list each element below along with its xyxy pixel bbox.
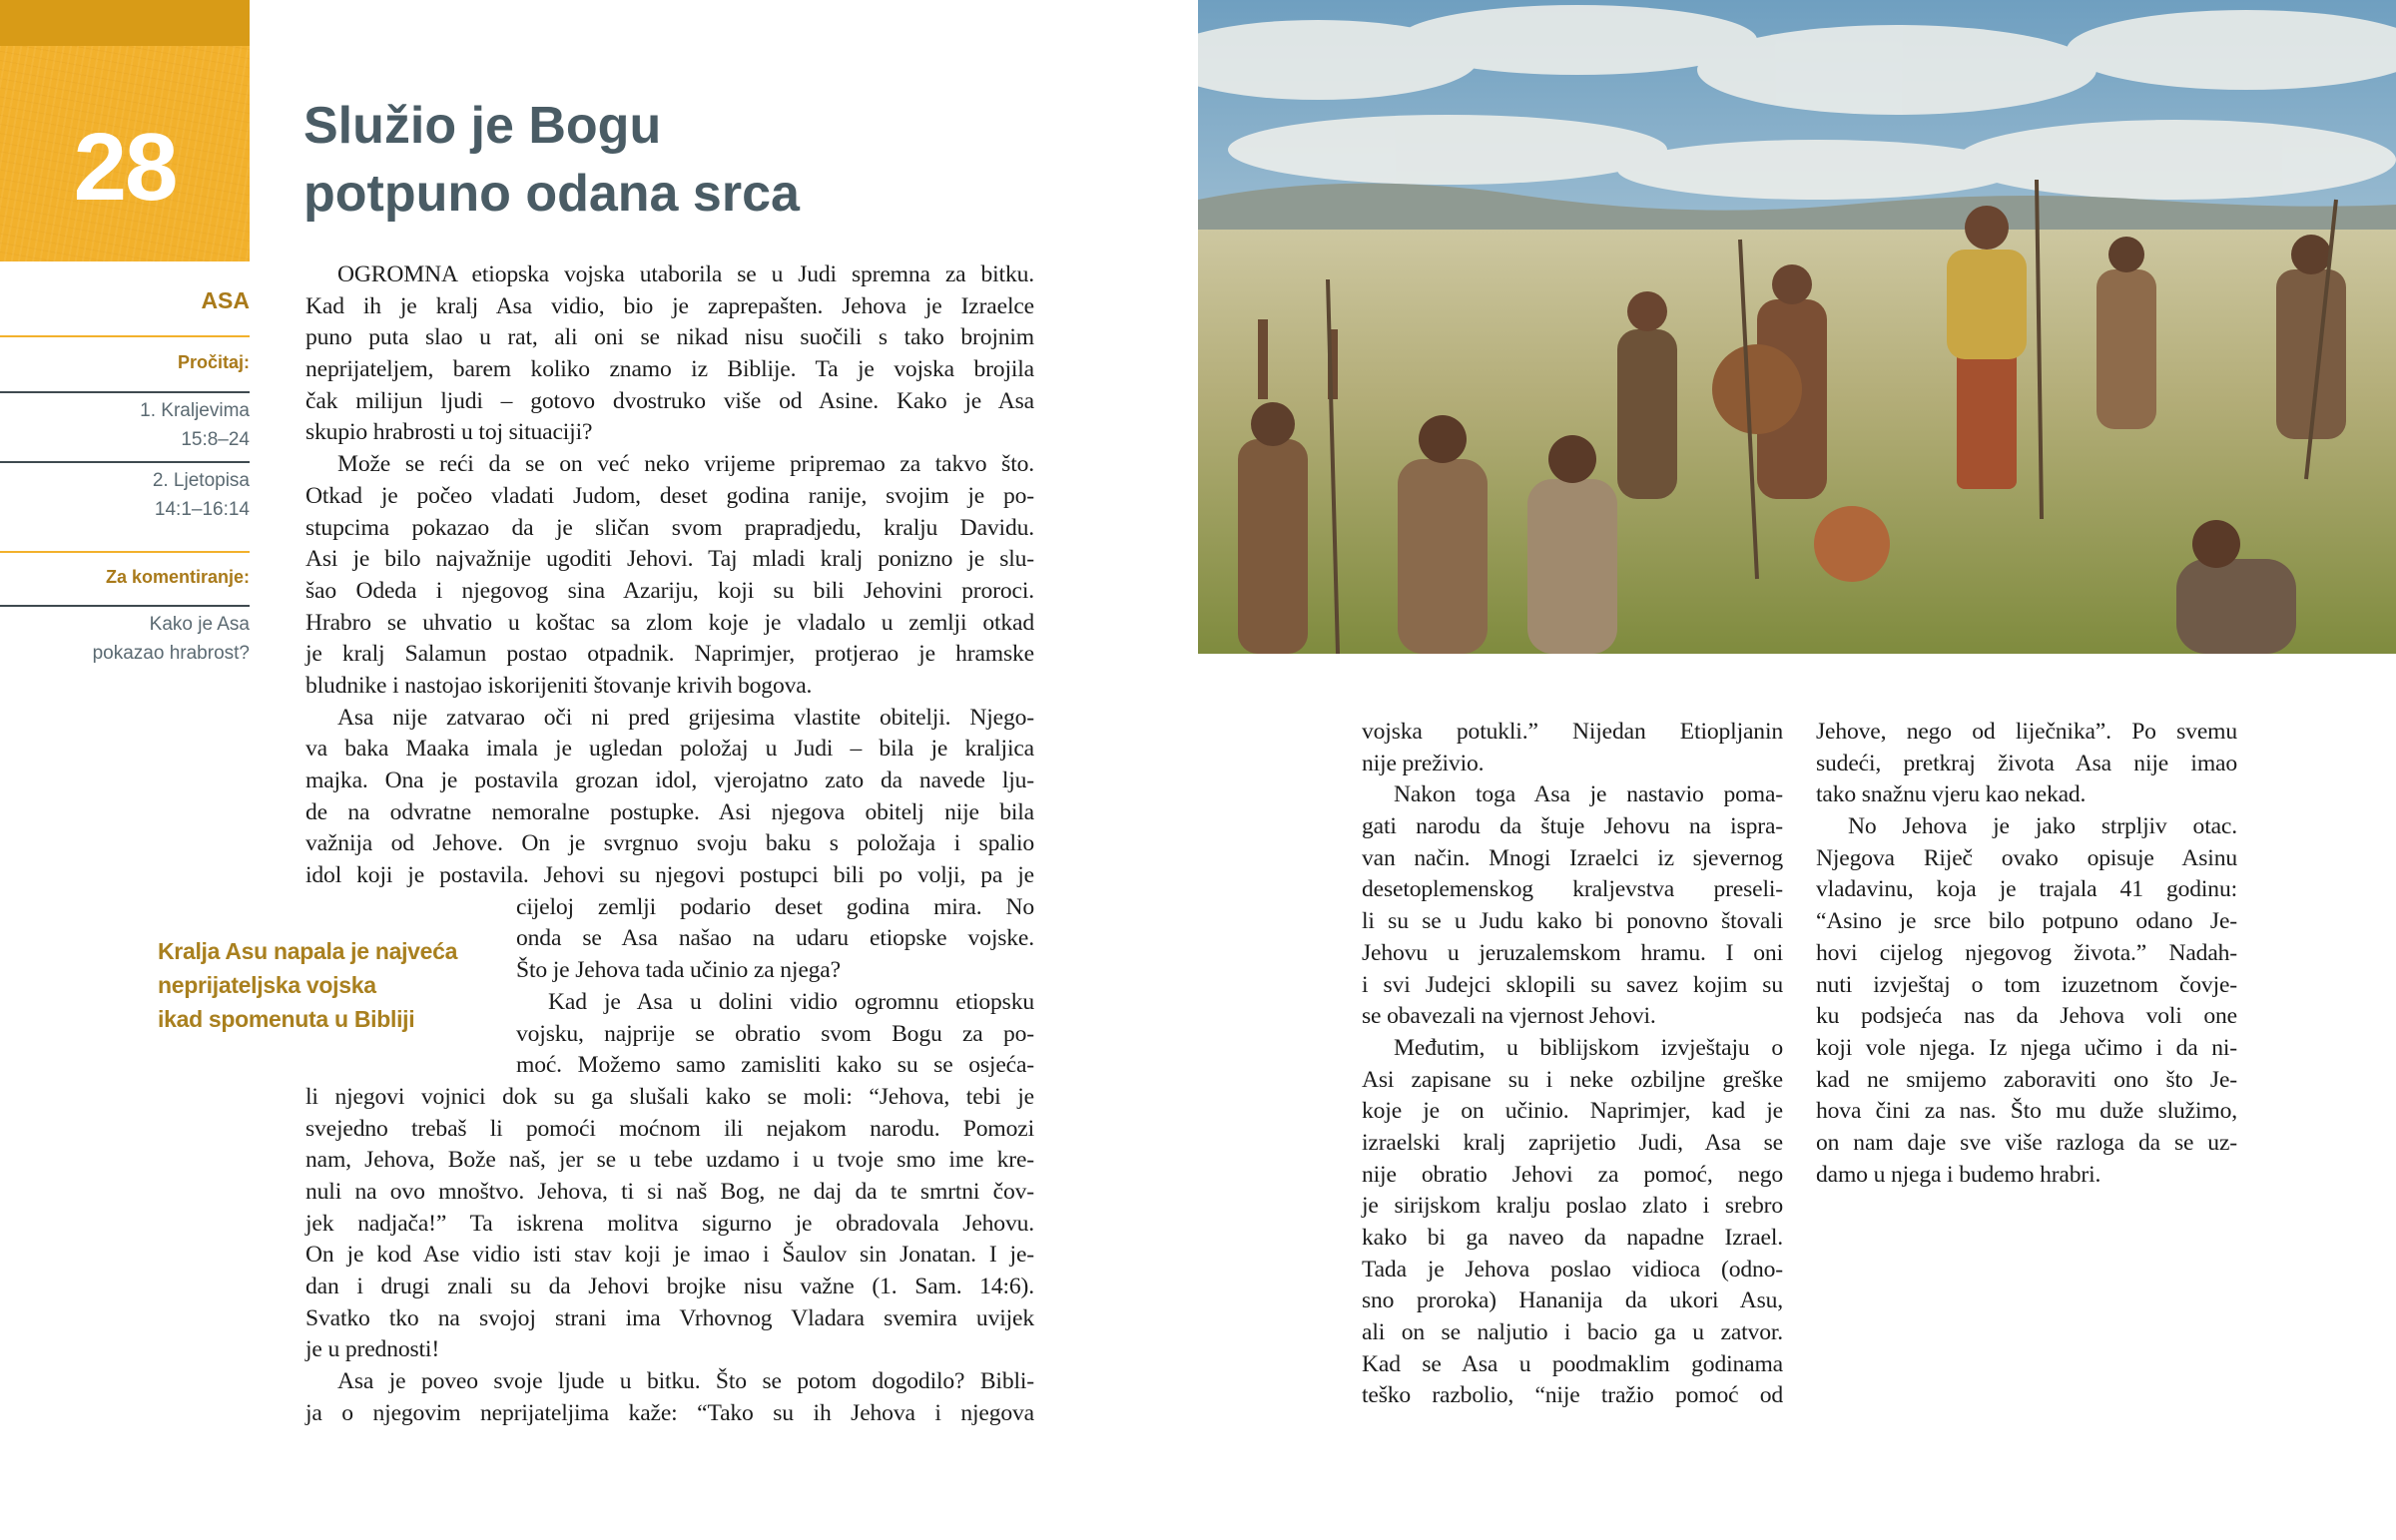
text-line: nuli na ovo mnoštvo. Jehova, ti si naš Bog, ne daj da te smrtni čov- [305, 1178, 1034, 1205]
text-line: Kad ih je kralj Asa vidio, bio je zaprepašten. Jehova je Izraelce [305, 292, 1034, 319]
text-line: ku podsjeća nas da Jehova voli one [1816, 1003, 2237, 1030]
text-line: Otkad je počeo vladati Judom, deset godina ranije, svojim je po- [305, 482, 1034, 509]
text-line: Asa je poveo svoje ljude u bitku. Što se potom dogodilo? Bibli- [337, 1368, 1034, 1395]
text-line: nam, Jehova, Bože naš, jer se u tebe uzdamo i u tvoje smo ime kre- [305, 1147, 1034, 1174]
text-line: stupcima pokazao da je sličan svom prapradjedu, kralju Davidu. [305, 514, 1034, 541]
text-line: nije preživio. [1362, 750, 1485, 776]
chapter-number-box [0, 0, 250, 261]
title-line: potpuno odana srca [303, 165, 800, 223]
sidebar-divider [0, 461, 250, 463]
text-line: puno puta slao u rat, ali oni se nikad nisu suočili s tako brojnim [305, 324, 1034, 351]
text-line: majka. Ona je postavila grozan idol, vjerojatno zato da navede lju- [305, 768, 1034, 793]
text-line: izraelski kralj zaprijetio Judi, Asa se [1362, 1129, 1783, 1156]
text-line: tako snažnu vjeru kao nekad. [1816, 781, 2087, 808]
sidebar-divider [0, 551, 250, 553]
text-line: Asi je bilo najvažnije ugoditi Jehovi. Taj mladi kralj ponizno je slu- [305, 546, 1034, 573]
page-title [303, 92, 800, 228]
reference-verses: 14:1–16:14 [154, 499, 250, 520]
text-line: Što je Jehova tada učinio za njega? [516, 957, 841, 984]
text-line: Jehove, nego od liječnika”. Po svemu [1816, 719, 2237, 745]
text-line: Hrabro se uhvatio u koštac sa zlom koje je vladalo u zemlji otkad [305, 609, 1034, 636]
text-line: važnija od Jehove. On je svrgnuo svoju baku s položaja i spalio [305, 830, 1034, 857]
text-line: Može se reći da se on već neko vrijeme pripremao za takvo što. [337, 451, 1034, 478]
sidebar-read-label: Pročitaj: [177, 352, 250, 372]
text-line: kako bi ga naveo da napadne Izrael. [1362, 1225, 1783, 1251]
sidebar-reference [0, 396, 250, 454]
text-line: vladavinu, koja je trajala 41 godinu: [1816, 876, 2237, 903]
sidebar-discuss-label: Za komentiranje: [105, 567, 250, 587]
text-line: nije obratio Jehovi za pomoć, nego [1362, 1161, 1783, 1188]
text-line: de na odvratne nemoralne postupke. Asi njegova obitelj nije bila [305, 798, 1034, 825]
text-line: jek nadjača!” Ta iskrena molitva sigurno je obradovala Jehovu. [305, 1210, 1034, 1237]
text-line: bludnike i nastojao iskorijeniti štovanje krivih bogova. [305, 672, 813, 699]
text-line: Jehovu u jeruzalemskom hramu. I oni [1362, 939, 1783, 966]
chapter-box-band [0, 0, 250, 46]
text-line: dan i drugi znali su da Jehovi brojke nisu važne (1. Sam. 14:6). [305, 1274, 1034, 1299]
text-line: Kad je Asa u dolini vidio ogromnu etiopsku [548, 988, 1034, 1015]
pull-quote-line: Kralja Asu napala je najveća [158, 938, 458, 964]
sidebar-person-name: ASA [201, 287, 250, 313]
text-line: li su se u Judu kako bi ponovno štovali [1362, 908, 1783, 935]
text-line: čak milijun ljudi – gotovo dvostruko više od Asine. Kako je Asa [305, 387, 1034, 414]
text-line: teško razbolio, “nije tražio pomoć od [1362, 1382, 1783, 1409]
chapter-number: 28 [73, 114, 177, 221]
text-line: je u prednosti! [305, 1336, 440, 1363]
text-line: vojsku, najprije se obratio svom Bogu za po- [516, 1020, 1034, 1047]
text-line: idol koji je postavila. Jehovi su njegovi postupci bili po volji, pa je [305, 862, 1034, 889]
text-line: Nakon toga Asa je nastavio poma- [1394, 781, 1783, 808]
text-line: koje je on učinio. Naprimjer, kad je [1362, 1098, 1783, 1125]
text-line: ja o njegovim neprijateljima kaže: “Tako su ih Jehova i njegova [305, 1399, 1034, 1426]
sidebar-divider [0, 605, 250, 607]
text-line: nuti izvještaj o tom izuzetnom čovje- [1816, 971, 2237, 998]
text-line: No Jehova je jako strpljiv otac. [1848, 813, 2237, 840]
text-line: se obavezali na vjernost Jehovi. [1362, 1003, 1656, 1030]
text-column-2 [1362, 717, 1783, 1412]
text-line: cijeloj zemlji podario deset godina mira. No [516, 893, 1034, 920]
text-line: šao Odeda i njegovog sina Azariju, koji su bili Jehovini proroci. [305, 577, 1034, 604]
text-line: ali on se naljutio i bacio ga u zatvor. [1362, 1319, 1783, 1346]
illustration-image [1198, 0, 2396, 654]
text-line: “Asino je srce bilo potpuno odano Je- [1816, 908, 2237, 935]
text-line: je kralj Salamun postao otpadnik. Naprimjer, protjerao je hramske [305, 641, 1034, 668]
text-line: neprijateljem, barem koliko znamo iz Biblije. Ta je vojska brojila [305, 356, 1034, 383]
reference-book: 2. Ljetopisa [152, 470, 250, 491]
text-line: sudeći, pretkraj života Asa nije imao [1816, 750, 2237, 776]
text-line: skupio hrabrosti u toj situaciji? [305, 419, 593, 446]
text-line: Međutim, u biblijskom izvještaju o [1394, 1034, 1783, 1061]
text-line: vojska potukli.” Nijedan Etiopljanin [1362, 719, 1783, 745]
text-line: i svi Judejci sklopili su savez kojim su [1362, 971, 1783, 998]
text-line: hova čini za nas. Što mu duže služimo, [1816, 1098, 2237, 1125]
question-line: pokazao hrabrost? [92, 643, 250, 664]
text-line: kad ne smijemo zaboraviti ono što Je- [1816, 1066, 2237, 1093]
text-column-1 [305, 259, 1034, 1429]
text-line: damo u njega i budemo hrabri. [1816, 1161, 2101, 1188]
sidebar-question [0, 610, 250, 668]
text-line: Tada je Jehova poslao vidioca (odno- [1362, 1256, 1783, 1283]
text-line: on nam daje sve više razloga da se uz- [1816, 1129, 2237, 1156]
text-line: hovi cijelog njegovog života.” Nadah- [1816, 939, 2237, 966]
text-line: Svatko tko na svojoj strani ima Vrhovnog Vladara svemira uvijek [305, 1304, 1034, 1331]
text-line: moć. Možemo samo zamisliti kako su se osjeća- [516, 1052, 1034, 1079]
text-line: Kad se Asa u poodmaklim godinama [1362, 1350, 1783, 1377]
text-line: va baka Maaka imala je ugledan položaj u Judi – bila je kraljica [305, 736, 1034, 763]
sidebar-divider [0, 335, 250, 337]
text-line: Asi zapisane su i neke ozbiljne greške [1362, 1066, 1783, 1093]
pull-quote-line: ikad spomenuta u Bibliji [158, 1006, 415, 1032]
text-line: onda se Asa našao na udaru etiopske vojske. [516, 925, 1034, 952]
text-line: gati narodu da štuje Jehovu na ispra- [1362, 813, 1783, 840]
text-column-3 [1816, 717, 2237, 1191]
sidebar-divider [0, 391, 250, 393]
text-line: li njegovi vojnici dok su ga slušali kako se moli: “Jehova, tebi je [305, 1083, 1034, 1110]
text-line: svejedno trebaš li pomoći moćnom ili nejakom narodu. Pomozi [305, 1115, 1034, 1142]
text-line: sno proroka) Hananija da ukori Asu, [1362, 1287, 1783, 1314]
text-line: van način. Mnogi Izraelci iz sjevernog [1362, 844, 1783, 871]
text-line: Njegova Riječ ovako opisuje Asinu [1816, 844, 2237, 871]
text-line: koji vole njega. Iz njega učimo i da ni- [1816, 1034, 2237, 1061]
text-line: Asa nije zatvarao oči ni pred grijesima vlastite obitelji. Njego- [337, 704, 1034, 731]
sidebar-reference [0, 466, 250, 524]
title-line: Služio je Bogu [303, 97, 662, 155]
illustration-king-asa-army [1198, 0, 2396, 654]
text-line: je sirijskom kralju poslao zlato i srebro [1362, 1193, 1783, 1220]
question-line: Kako je Asa [149, 614, 250, 635]
pull-quote-line: neprijateljska vojska [158, 972, 376, 998]
text-line: On je kod Ase vidio isti stav koji je imao i Šaulov sin Jonatan. I je- [305, 1242, 1034, 1269]
text-line: OGROMNA etiopska vojska utaborila se u Judi spremna za bitku. [337, 261, 1034, 287]
reference-verses: 15:8–24 [181, 429, 250, 450]
reference-book: 1. Kraljevima [140, 400, 250, 421]
text-line: desetoplemenskog kraljevstva preseli- [1362, 876, 1783, 903]
